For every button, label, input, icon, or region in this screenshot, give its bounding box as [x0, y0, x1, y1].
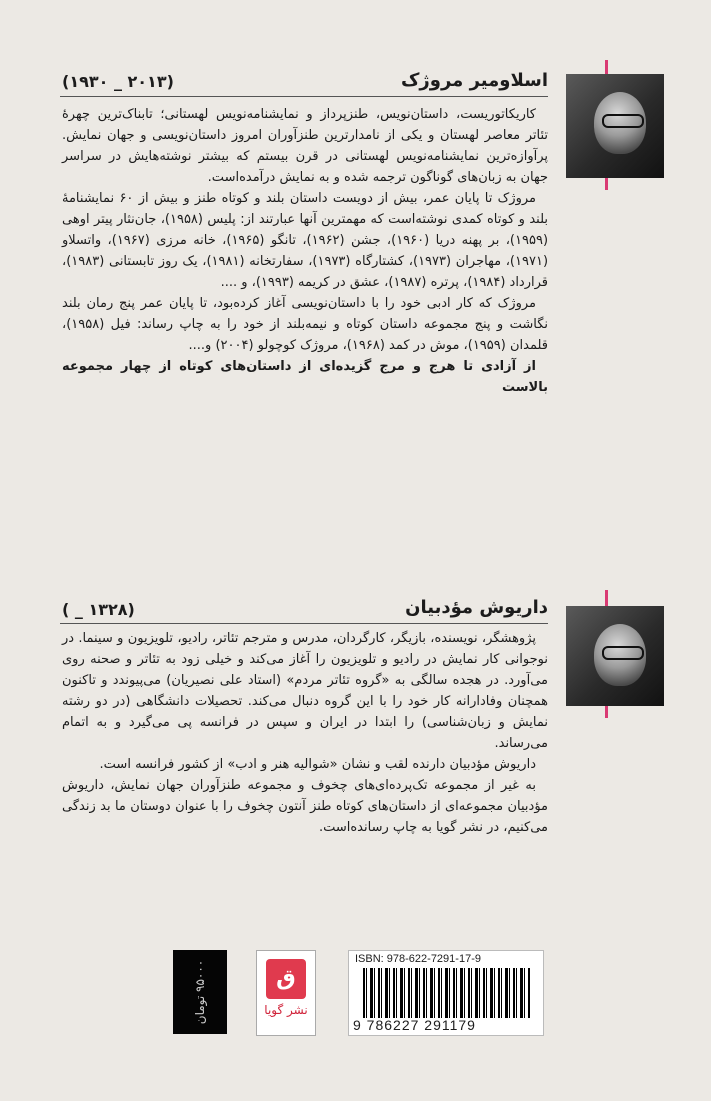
author1-bio-paragraph: از آزادی تا هرج و مرج گزیده‌ای از داستان‌های کوتاه از چهار مجموعه بالاست	[62, 359, 548, 395]
author1-bio-paragraph: مروژک که کار ادبی خود را با داستان‌نویسی آغاز کرده‌بود، تا پایان عمر پنج رمان بلند نگاشت و پنج مجموعه داستان کوتاه و نیمه‌بلند از خود را به چاپ رساند: فیل (۱۹۵۸)، قلمدان (۱۹۵۹)، موش در کمد (۱۹۶۸)، مروژک کوچولو (۲۰۰۴) و....	[62, 296, 548, 353]
author1-bio-paragraph: مروژک تا پایان عمر، بیش از دویست داستان بلند و کوتاه طنز و بیش از ۶۰ نمایشنامهٔ بلند و کوتاه کمدی نوشته‌است که مهمترین آنها عبارتند از: پلیس (۱۹۵۸)، جان‌نثار پیتر اوهی (۱۹۵۹)، بر پهنه دریا (۱۹۶۰)، جشن (۱۹۶۲)، تانگو (۱۹۶۵)، خانه مرزی (۱۹۶۷)، واتسلاو (۱۹۷۱)، مهاجران (۱۹۷۳)، کشتارگاه (۱۹۷۳)، سفارتخانه (۱۹۸۱)، یک روز تابستانی (۱۹۸۳)، قرارداد (۱۹۸۴)، پرتره (۱۹۸۷)، عشق در کریمه (۱۹۹۳)، و ....	[62, 191, 549, 290]
divider	[60, 623, 548, 624]
isbn-label: ISBN: 978-622-7291-17-9	[355, 953, 481, 965]
author1-bio	[62, 104, 548, 398]
price-text: ۹۵۰۰۰ تومان	[193, 959, 207, 1025]
author2-bio	[62, 628, 548, 838]
price-tag	[173, 950, 227, 1034]
barcode-bars	[363, 968, 531, 1018]
author1-name: اسلاومیر مروژک	[400, 70, 548, 91]
publisher-logo-box	[256, 950, 316, 1036]
barcode-number: 9 786227 291179	[353, 1017, 476, 1033]
author1-bio-paragraph: کاریکاتوریست، داستان‌نویس، طنزپرداز و نمایشنامه‌نویس لهستانی؛ تابناک‌ترین چهرهٔ تئاتر معاصر لهستان و یکی از نامدارترین طنزآوران امروز داستان‌نویسی و جهان نمایش. پرآوازه‌ترین نمایشنامه‌نویس لهستانی در قرن بیستم که بیشتر نوشته‌هایش در سراسر جهان به زبان‌های گوناگون ترجمه شده و به نمایش درآمده‌است.	[62, 107, 548, 185]
publisher-logo-icon: ق	[266, 959, 306, 999]
author2-name: داریوش مؤدبیان	[405, 597, 548, 618]
author2-bio-paragraph: داریوش مؤدبیان دارنده لقب و نشان «شوالیه هنر و ادب» از کشور فرانسه است.	[99, 757, 536, 772]
isbn-barcode	[348, 950, 544, 1036]
author1-dates: (۱۹۳۰ _ ۲۰۱۳)	[62, 72, 174, 91]
author2-bio-paragraph: به غیر از مجموعه تک‌پرده‌ای‌های چخوف و مجموعه طنزآوران جهان نمایش، داریوش مؤدبیان مجموعه‌ای از داستان‌های کوتاه طنز آنتون چخوف را با عنوان دوستان ما بد زندگی می‌کنیم، در نشر گویا به چاپ رسانده‌است.	[62, 778, 548, 835]
author2-bio-paragraph: پژوهشگر، نویسنده، بازیگر، کارگردان، مدرس و مترجم تئاتر، رادیو، تلویزیون و سینما. در نوجوانی کار نمایش در رادیو و تلویزیون را آغاز می‌کند و خیلی زود به تئاتر و صحنه روی می‌آورد. در هجده سالگی به «گروه تئاتر مردم» (استاد علی نصیریان) می‌پیوندد و تاکنون همچنان وفادارانه کار خود را با این گروه دنبال می‌کند. تحصیلات دانشگاهی (در دو رشته نمایش و زبان‌شناسی) را ابتدا در ایران و سپس در فرانسه پی می‌گیرد و به اتمام می‌رساند.	[62, 631, 548, 751]
author-photo-mrozek	[566, 74, 664, 178]
publisher-name: نشر گویا	[264, 1003, 308, 1017]
divider	[60, 96, 548, 97]
author-photo-moadabian	[566, 606, 664, 706]
author2-dates: ( _ ۱۳۲۸)	[62, 600, 135, 619]
